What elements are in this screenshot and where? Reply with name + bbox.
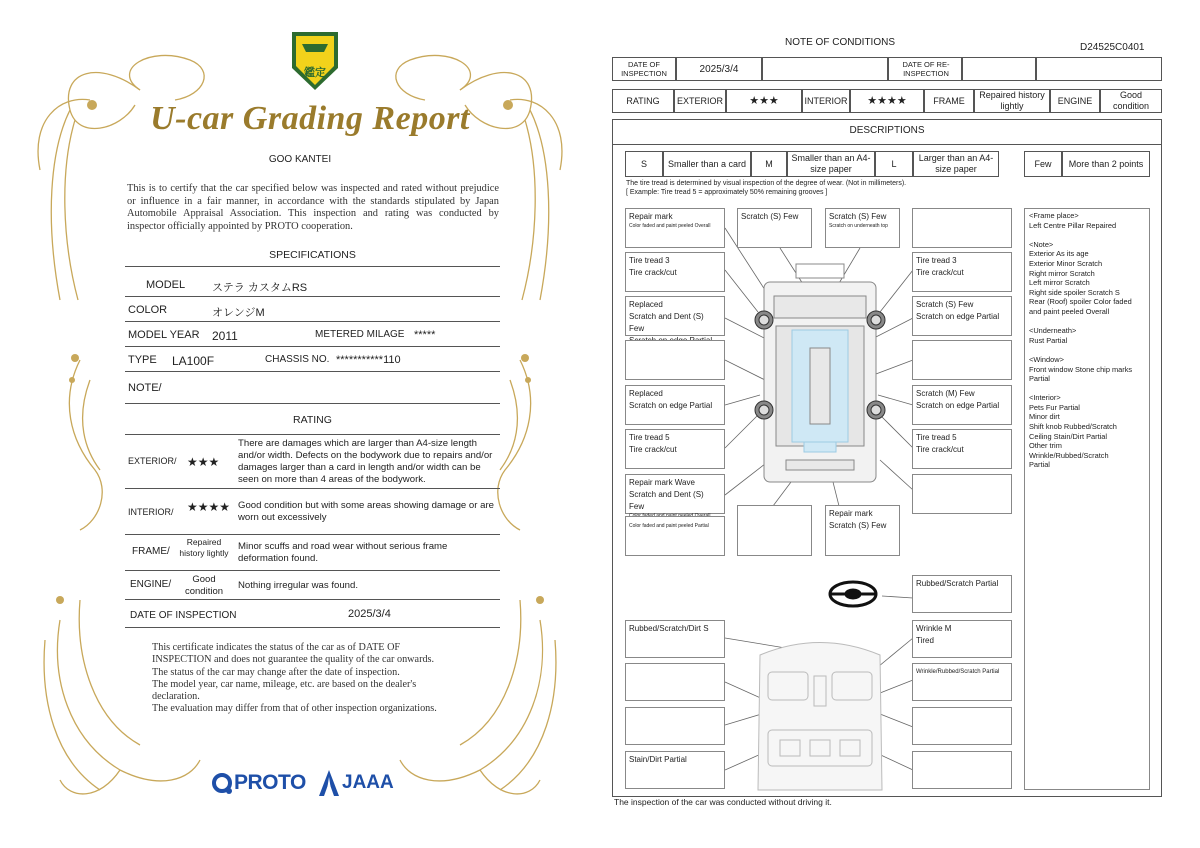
exterior-value: ★★★ xyxy=(726,89,802,113)
note-text: Rubbed/Scratch Partial xyxy=(916,579,999,588)
engine-label: ENGINE xyxy=(1050,89,1100,113)
note-text: Scratch on edge Partial xyxy=(916,312,1000,321)
note-line: Left Centre Pillar Repaired xyxy=(1029,220,1117,230)
footer-line: declaration. xyxy=(152,691,200,703)
car-top-view xyxy=(764,264,876,482)
frame-label: FRAME/ xyxy=(132,546,170,557)
note-text: Scratch on edge Partial xyxy=(629,401,713,410)
note-box xyxy=(912,620,1012,658)
note-text: Tire crack/cut xyxy=(916,268,964,277)
divider xyxy=(125,346,500,347)
date-inspection-label: DATE OF INSPECTION xyxy=(612,57,676,81)
exterior-label: EXTERIOR/ xyxy=(128,456,177,466)
footer-line: The model year, car name, mileage, etc. are based on the dealer's xyxy=(152,678,417,690)
type-label: TYPE xyxy=(128,354,157,366)
note-text: Scratch (S) Few xyxy=(741,212,799,221)
note-line xyxy=(1029,317,1145,327)
date-label: DATE OF INSPECTION xyxy=(130,610,237,621)
note-text: Repair mark xyxy=(829,509,873,518)
note-box xyxy=(625,620,725,658)
note-box-empty xyxy=(912,474,1012,514)
footer-line: This certificate indicates the status of the car as of DATE OF xyxy=(152,642,401,653)
note-line: Minor dirt xyxy=(1029,412,1060,422)
note-text: Repair mark xyxy=(629,212,673,221)
note-line: Ceiling Stain/Dirt Partial xyxy=(1029,431,1108,441)
note-box-empty xyxy=(912,751,1012,789)
color-label: COLOR xyxy=(128,304,168,316)
legend-m-desc: Smaller than an A4-size paper xyxy=(787,151,875,177)
note-box xyxy=(912,296,1012,336)
engine-value: Good condition xyxy=(184,574,224,597)
divider xyxy=(125,534,500,535)
note-text: Tire crack/cut xyxy=(629,268,677,277)
note-box xyxy=(912,429,1012,469)
note-box xyxy=(825,208,900,248)
note-of-conditions-sheet xyxy=(600,0,1200,848)
badge-text: 鑑定 xyxy=(304,67,326,79)
note-text: Tired xyxy=(916,636,934,645)
note-text: Scratch (S) Few xyxy=(916,300,974,309)
mileage-value: ***** xyxy=(414,329,436,341)
model-label: MODEL xyxy=(146,279,186,291)
divider xyxy=(125,570,500,571)
note-text: Tire crack/cut xyxy=(629,445,677,454)
rating-heading: RATING xyxy=(293,414,332,426)
sheet-footer: The inspection of the car was conducted without driving it. xyxy=(614,797,832,807)
note-box xyxy=(625,252,725,292)
exterior-desc: There are damages which are larger than A4-size length and/or width. Defects on the bodywork due to repairs and/or damages larger than a card in length and/or width can be seen on more than 4 areas of the bodywork. xyxy=(238,438,493,485)
frame-label: FRAME xyxy=(924,89,974,113)
frame-value: Repaired history lightly xyxy=(974,89,1050,113)
note-box xyxy=(912,663,1012,701)
certificate-footer xyxy=(152,642,482,716)
divider xyxy=(125,403,500,404)
note-text: Tire tread 3 xyxy=(629,256,670,265)
note-line: Left mirror Scratch xyxy=(1029,278,1090,288)
note-line: Pets Fur Partial xyxy=(1029,402,1080,412)
interior-stars: ★★★★ xyxy=(187,500,231,514)
sheet-title: NOTE OF CONDITIONS xyxy=(785,37,895,48)
exterior-stars: ★★★ xyxy=(187,455,220,469)
jaaa-mark-icon xyxy=(318,769,340,797)
model-year-value: 2011 xyxy=(212,329,238,343)
interior-label: INTERIOR/ xyxy=(128,507,174,517)
note-line: Front window Stone chip marks xyxy=(1029,364,1133,374)
note-text-small: Wrinkle/Rubbed/Scratch Partial xyxy=(916,669,1000,675)
tire-note: The tire tread is determined by visual inspection of the degree of wear. (Not in millimeters). xyxy=(626,180,907,187)
note-text: Replaced xyxy=(629,300,663,309)
note-text-small: Color faded and paint peeled Partial xyxy=(629,523,709,529)
goo-kantei-badge xyxy=(288,30,342,92)
proto-logo xyxy=(212,771,312,799)
note-text-small: Scratch on underneath top xyxy=(829,223,888,229)
note-line: Right mirror Scratch xyxy=(1029,268,1095,278)
legend-few-desc: More than 2 points xyxy=(1062,151,1150,177)
note-box-empty xyxy=(737,505,812,556)
proto-text: PROTO xyxy=(234,771,306,794)
specifications-heading: SPECIFICATIONS xyxy=(269,249,356,261)
note-box xyxy=(625,385,725,425)
note-line: Exterior As its age xyxy=(1029,249,1089,259)
color-value: オレンジM xyxy=(212,307,265,319)
note-line: Rust Partial xyxy=(1029,335,1068,345)
tire-example: [ Example: Tire tread 5 = approximately 50% remaining grooves ] xyxy=(626,189,828,196)
note-text: Scratch on edge Partial xyxy=(916,401,1000,410)
proto-mark-icon xyxy=(212,772,234,796)
note-line xyxy=(1029,345,1145,355)
type-value: LA100F xyxy=(172,354,215,368)
note-line: <Note> xyxy=(1029,239,1054,249)
date-value: 2025/3/4 xyxy=(348,608,391,620)
note-text: Tire tread 5 xyxy=(629,433,670,442)
note-line: Rear (Roof) spoiler Color faded xyxy=(1029,297,1132,307)
note-text: Scratch (S) Few xyxy=(829,521,887,530)
note-line: <Window> xyxy=(1029,354,1064,364)
jaaa-text: JAAA xyxy=(342,772,394,793)
footer-line: INSPECTION and does not guarantee the quality of the car onwards. xyxy=(152,654,435,666)
note-text: Stain/Dirt Partial xyxy=(629,755,687,764)
engine-desc: Nothing irregular was found. xyxy=(238,580,358,591)
note-line: Right side spoiler Scratch S xyxy=(1029,287,1120,297)
note-text: Scratch (S) Few xyxy=(829,212,887,221)
chassis-label: CHASSIS NO. xyxy=(265,354,330,365)
legend-l: L xyxy=(875,151,913,177)
model-value: ステラ カスタムRS xyxy=(212,282,308,294)
note-line: Exterior Minor Scratch xyxy=(1029,258,1103,268)
note-line: Shift knob Rubbed/Scratch xyxy=(1029,422,1117,432)
note-text: Scratch and Dent (S) Few xyxy=(629,312,704,333)
chassis-value: ***********110 xyxy=(336,354,401,366)
note-text: Tire tread 3 xyxy=(916,256,957,265)
note-text: Repair mark Wave xyxy=(629,478,695,487)
exterior-label: EXTERIOR xyxy=(674,89,726,113)
legend-l-desc: Larger than an A4-size paper xyxy=(913,151,999,177)
note-text: Scratch and Dent (S) Few xyxy=(629,490,704,511)
jaaa-logo xyxy=(318,769,398,799)
note-box xyxy=(825,505,900,556)
interior-desc: Good condition but with some areas showing damage or are worn out excessively xyxy=(238,500,494,523)
note-line xyxy=(1029,230,1145,240)
note-box-empty xyxy=(625,707,725,745)
note-text: Tire tread 5 xyxy=(916,433,957,442)
note-text: Rubbed/Scratch/Dirt S xyxy=(629,624,709,633)
date-inspection-value: 2025/3/4 xyxy=(676,57,762,81)
note-text: Scratch (M) Few xyxy=(916,389,975,398)
divider xyxy=(125,371,500,372)
frame-desc: Minor scuffs and road wear without serious frame deformation found. xyxy=(238,541,448,564)
note-line: Partial xyxy=(1029,460,1050,470)
legend-few: Few xyxy=(1024,151,1062,177)
divider xyxy=(125,321,500,322)
note-line: Wrinkle/Rubbed/Scratch xyxy=(1029,450,1109,460)
footer-line: The status of the car may change after the date of inspection. xyxy=(152,666,400,678)
divider xyxy=(125,627,500,628)
legend-s-desc: Smaller than a card xyxy=(663,151,751,177)
note-line: Other trim xyxy=(1029,441,1062,451)
car-interior-view xyxy=(758,643,882,791)
steering-wheel-icon xyxy=(830,582,876,606)
notes-panel xyxy=(1024,208,1150,790)
note-text: Tire crack/cut xyxy=(916,445,964,454)
note-text-small: Color faded and paint peeled Overall xyxy=(629,223,711,229)
mileage-label: METERED MILAGE xyxy=(315,329,405,340)
model-year-label: MODEL YEAR xyxy=(128,329,200,341)
descriptions-heading: DESCRIPTIONS xyxy=(849,125,925,136)
divider xyxy=(125,488,500,489)
note-line: <Interior> xyxy=(1029,393,1061,403)
note-text: Replaced xyxy=(629,389,663,398)
interior-value: ★★★★ xyxy=(850,89,924,113)
certificate-title: U-car Grading Report xyxy=(150,100,470,137)
certificate-subtitle: GOO KANTEI xyxy=(268,154,332,165)
footer-line: The evaluation may differ from that of other inspection organizations. xyxy=(152,703,437,715)
note-label: NOTE/ xyxy=(128,382,162,394)
note-box-empty xyxy=(912,340,1012,380)
note-box xyxy=(912,252,1012,292)
note-line: <Frame place> xyxy=(1029,211,1079,220)
legend-s: S xyxy=(625,151,663,177)
note-box xyxy=(625,474,725,514)
divider xyxy=(125,599,500,600)
note-line: <Underneath> xyxy=(1029,326,1077,336)
frame-value: Repaired history lightly xyxy=(179,537,229,558)
date-reinspection-label: DATE OF RE-INSPECTION xyxy=(902,60,950,78)
divider xyxy=(125,434,500,435)
certificate-intro: This is to certify that the car specified below was inspected and rated without prejudice or influence in a fair manner, in accordance with the standards stipulated by Japan Automobile Appraisal Association. This inspection and rating was conducted by inspector officially appointed by PROTO cooperation. xyxy=(127,183,499,232)
note-box xyxy=(625,516,725,556)
note-box xyxy=(737,208,812,248)
note-text: Wrinkle M xyxy=(916,624,952,633)
note-box-empty xyxy=(912,208,1012,248)
legend-m: M xyxy=(751,151,787,177)
note-box-empty xyxy=(625,340,725,380)
rating-label: RATING xyxy=(612,89,674,113)
note-box-empty xyxy=(912,707,1012,745)
note-line xyxy=(1029,384,1145,394)
note-box xyxy=(625,751,725,789)
note-line: Partial xyxy=(1029,374,1050,384)
divider xyxy=(125,266,500,267)
note-box-empty xyxy=(625,663,725,701)
interior-label: INTERIOR xyxy=(802,89,850,113)
note-box xyxy=(912,385,1012,425)
note-line: and paint peeled Overall xyxy=(1029,306,1110,316)
engine-value: Good condition xyxy=(1100,89,1162,113)
note-box xyxy=(625,296,725,336)
engine-label: ENGINE/ xyxy=(130,579,172,590)
note-box xyxy=(912,575,1012,613)
divider xyxy=(125,296,500,297)
note-box xyxy=(625,429,725,469)
note-box xyxy=(625,208,725,248)
doc-id: D24525C0401 xyxy=(1080,42,1145,53)
